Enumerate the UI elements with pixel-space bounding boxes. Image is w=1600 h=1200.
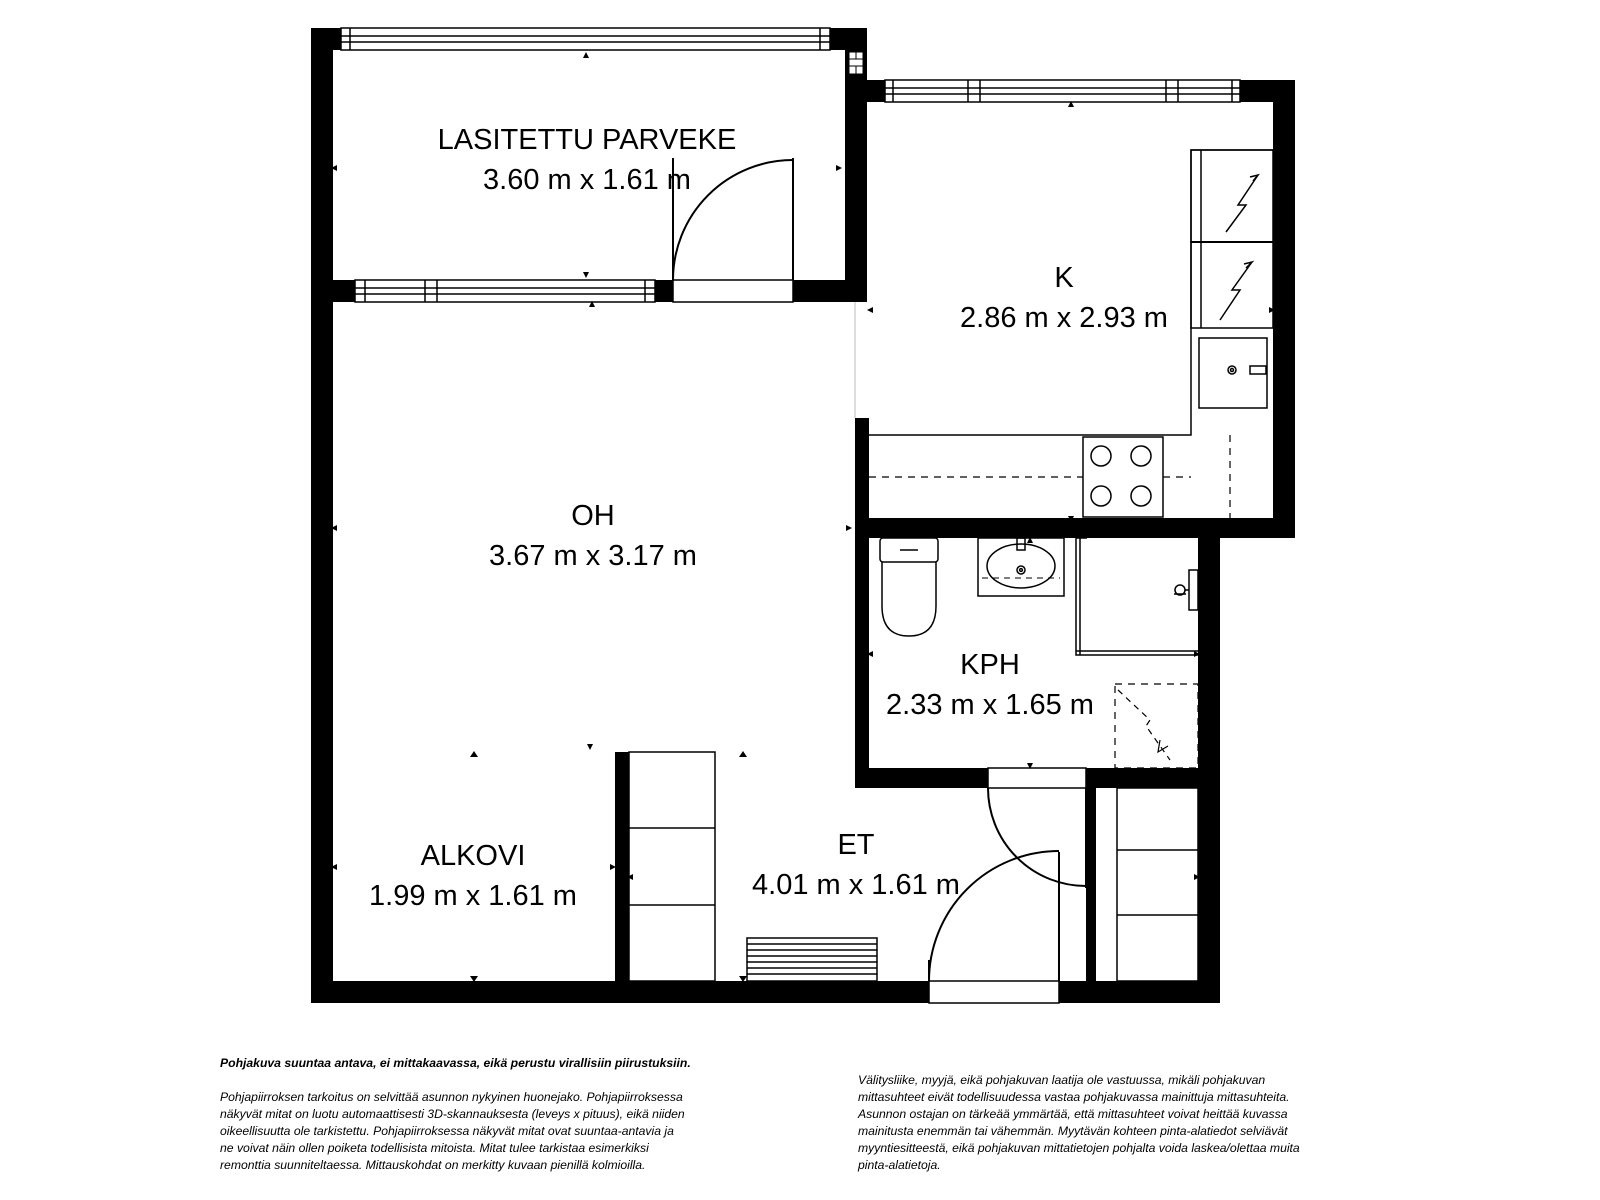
kitchen-window <box>885 80 1240 102</box>
disclaimer-left-line: Pohjapiirroksen tarkoitus on selvittää asunnon nykyinen huonejako. Pohjapiirroksessa <box>220 1090 683 1104</box>
wash-basin <box>978 538 1064 596</box>
disclaimer-right-line: mittasuhteet eivät todellisuudessa vastaa pohjakuvassa mainittuja mittasuhteita. <box>858 1090 1290 1104</box>
wall-kitchen-top <box>855 80 885 102</box>
wall-bath-bottom <box>855 768 988 788</box>
wall-hatch <box>849 52 863 74</box>
disclaimer-left-line: oikeellisuutta ole tarkistettu. Pohjapiirroksessa näkyvät mitat ovat suuntaa-antavia ja <box>220 1124 674 1138</box>
bath-name: KPH <box>960 649 1020 681</box>
kitchen-sink <box>1199 338 1267 408</box>
shower <box>1076 538 1198 655</box>
wardrobe-left <box>629 752 715 981</box>
kitchen-size: 2.86 m x 2.93 m <box>960 302 1168 334</box>
balcony-window-top <box>341 28 830 50</box>
disclaimer-right <box>858 1072 1398 1174</box>
balcony-name: LASITETTU PARVEKE <box>437 124 737 156</box>
radiator <box>747 938 877 981</box>
wall-living-kitchen <box>855 418 869 788</box>
disclaimer-right-line: Asunnon ostajan on tärkeää ymmärtää, että mittasuhteet voivat heittää kuvassa <box>858 1107 1288 1121</box>
disclaimer-right-line: pinta-alatietoja. <box>858 1158 941 1172</box>
disclaimer-right-line: Välitysliike, myyjä, eikä pohjakuvan laatija ole vastuussa, mikäli pohjakuvan <box>858 1073 1266 1087</box>
kitchen-name: K <box>1054 262 1074 294</box>
washing-machine <box>1115 684 1198 768</box>
wall-left <box>311 28 333 1003</box>
wall-bath-right <box>1198 518 1220 1003</box>
bath-size: 2.33 m x 1.65 m <box>886 689 1094 721</box>
wall-bottom <box>311 981 1220 1003</box>
balcony-size: 3.60 m x 1.61 m <box>483 164 691 196</box>
bathroom-door <box>988 768 1086 888</box>
disclaimer-left-line: näkyvät mitat on luotu automaattisesti 3D-skannauksesta (leveys x pituus), eikä niiden <box>220 1107 685 1121</box>
wardrobe-right <box>1117 788 1198 981</box>
wall-balcony-right-lower <box>845 80 867 302</box>
toilet <box>880 538 938 636</box>
bathroom-fixtures <box>880 538 1198 768</box>
cooktop <box>1083 437 1163 517</box>
windows <box>341 28 1240 302</box>
hall-name: ET <box>837 829 875 861</box>
living-name: OH <box>571 500 615 532</box>
balcony-window-bottom <box>355 280 655 302</box>
balcony-door <box>673 158 793 302</box>
disclaimer-left-line: ne voivat näin ollen poiketa todellisista mitoista. Mitat tulee tarkistaa esimerkiksi <box>220 1141 649 1155</box>
fridge <box>1191 150 1273 242</box>
living-size: 3.67 m x 3.17 m <box>489 540 697 572</box>
wall-alcove-hall <box>615 752 629 1003</box>
disclaimer-headline: Pohjakuva suuntaa antava, ei mittakaavassa, eikä perustu virallisiin piirustuksiin. <box>220 1056 691 1070</box>
alcove-size: 1.99 m x 1.61 m <box>369 880 577 912</box>
oven-cabinet <box>1191 242 1273 328</box>
disclaimer-left-line: remonttia suunniteltaessa. Mittauskohdat on merkitty kuvaan pienillä kolmioilla. <box>220 1158 646 1172</box>
disclaimer-right-line: mainitusta enemmän tai vähemmän. Myytävän kohteen pinta-alatiedot selviävät <box>858 1124 1288 1138</box>
wall-kitchen-bottom <box>855 518 1295 538</box>
alcove-name: ALKOVI <box>420 840 526 872</box>
kitchen-fixtures <box>869 150 1273 518</box>
wall-balcony-living <box>333 280 355 302</box>
disclaimer-left <box>220 1055 780 1174</box>
disclaimer-right-line: myyntiesitteestä, eikä pohjakuvan mittatietojen pohjalta voida laskea/olettaa muita <box>858 1141 1300 1155</box>
wall-kitchen-right <box>1273 80 1295 538</box>
hall-size: 4.01 m x 1.61 m <box>752 869 960 901</box>
